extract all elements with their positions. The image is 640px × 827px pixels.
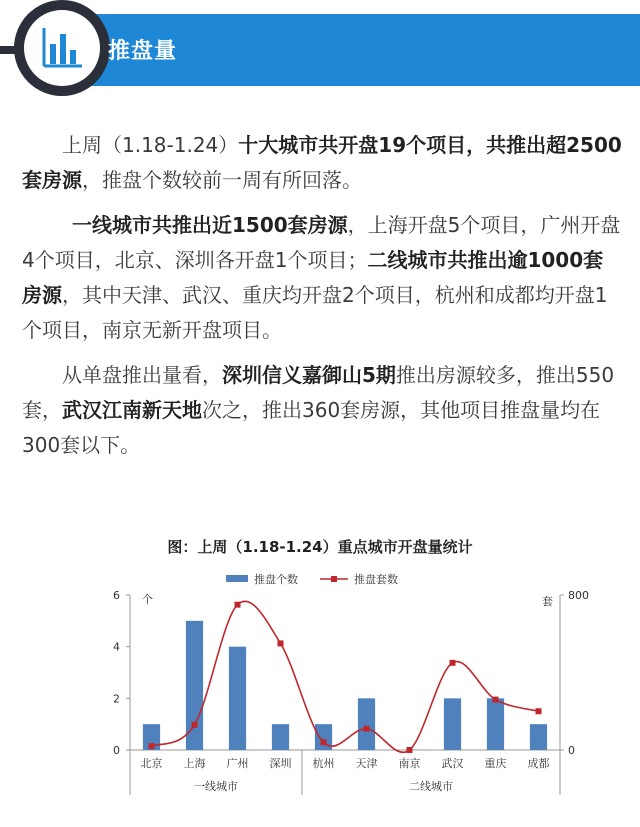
category-label: 成都 [527, 757, 550, 770]
body-text: ，推盘个数较前一周有所回落。 [82, 168, 362, 192]
highlighted-text: 武汉江南新天地 [62, 398, 202, 422]
category-label: 南京 [398, 757, 421, 770]
highlighted-text: 十大城市共开盘19个项目，共推出超2500套房源 [22, 133, 622, 192]
bar-深圳 [272, 724, 289, 750]
line-series-path [152, 601, 539, 752]
left-tick-label: 2 [113, 692, 120, 706]
bar-武汉 [444, 698, 461, 750]
group-label: 二线城市 [409, 780, 453, 793]
bar-chart-icon [34, 20, 90, 76]
line-point-广州 [235, 602, 241, 608]
bar-广州 [229, 647, 246, 750]
legend-bar-label: 推盘个数 [254, 573, 298, 586]
right-tick-label: 800 [568, 589, 589, 602]
highlighted-text: 二线城市共推出逾1000套房源 [22, 248, 604, 307]
category-label: 广州 [226, 757, 249, 770]
line-point-杭州 [321, 739, 327, 745]
bar-成都 [530, 724, 547, 750]
left-tick-label: 4 [113, 640, 120, 654]
group-label: 一线城市 [194, 780, 238, 793]
bar-上海 [186, 621, 203, 750]
body-text: 从单盘推出量看， [62, 363, 222, 387]
section-banner [0, 0, 640, 100]
category-label: 上海 [183, 757, 206, 770]
right-tick-label: 0 [568, 744, 575, 757]
category-label: 深圳 [269, 757, 292, 770]
body-text: 次之，推出360套房源，其他项目推盘量均在300套以下。 [22, 398, 601, 457]
highlighted-text: 深圳信义嘉御山5期 [222, 363, 396, 387]
article-paragraph-1 [22, 128, 622, 198]
legend-line-label: 推盘套数 [354, 573, 398, 586]
left-tick-label: 0 [113, 744, 120, 757]
highlighted-text: 一线城市共推出近1500套房源 [72, 213, 348, 237]
body-text: ，上海开盘5个项目，广州开盘4个项目，北京、深圳各开盘1个项目； [22, 213, 621, 272]
category-label: 北京 [140, 757, 163, 770]
banner-badge [14, 0, 110, 96]
chart-container [0, 520, 640, 820]
left-axis-unit: 个 [142, 593, 153, 606]
legend-bar-swatch [226, 575, 248, 582]
line-point-成都 [536, 708, 542, 714]
left-tick-label: 6 [113, 589, 120, 602]
bar-重庆 [487, 698, 504, 750]
category-label: 武汉 [441, 757, 464, 770]
category-label: 天津 [355, 757, 378, 770]
chart-title: 图：上周（1.18-1.24）重点城市开盘量统计 [167, 538, 473, 556]
legend-line-marker [331, 576, 337, 582]
line-point-上海 [192, 722, 198, 728]
body-text: 推出房源较多，推出550套， [22, 363, 615, 422]
section-title: 推盘量 [108, 39, 178, 64]
body-text: 上周（1.18-1.24） [62, 133, 239, 157]
line-point-北京 [149, 743, 155, 749]
line-point-天津 [364, 726, 370, 732]
article-paragraph-3 [22, 358, 622, 463]
opening-volume-chart [0, 520, 640, 820]
line-point-武汉 [450, 660, 456, 666]
right-axis-unit: 套 [542, 595, 553, 608]
category-label: 重庆 [484, 757, 507, 770]
line-point-南京 [407, 747, 413, 753]
category-label: 杭州 [312, 757, 335, 770]
line-point-重庆 [493, 697, 499, 703]
line-point-深圳 [278, 640, 284, 646]
body-text: ，其中天津、武汉、重庆均开盘2个项目，杭州和成都均开盘1个项目，南京无新开盘项目。 [22, 283, 608, 342]
article-paragraph-2 [22, 208, 622, 348]
bar-天津 [358, 698, 375, 750]
article-body [22, 128, 622, 473]
